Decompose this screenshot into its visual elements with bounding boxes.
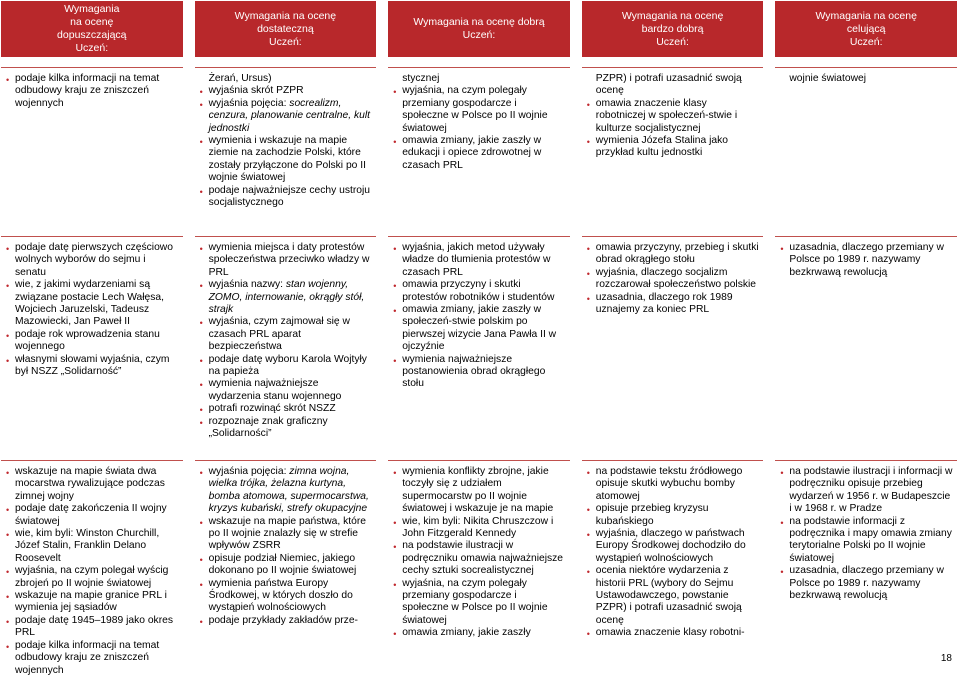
requirement-list (6, 73, 179, 110)
requirement-text: uzasadnia, dlaczego rok 1989 uznajemy za koniec PRL (595, 291, 733, 316)
bullet-icon: • (199, 616, 203, 627)
list-item (6, 528, 179, 565)
bullet-icon: • (780, 567, 784, 578)
bullet-icon: • (199, 87, 203, 98)
cell-grade-6 (775, 237, 957, 451)
list-item (6, 354, 179, 379)
bullet-icon: • (393, 281, 397, 292)
list-item (587, 565, 760, 627)
cell-grade-2 (1, 237, 183, 451)
header-grade-5: Wymagania na ocenę bardzo dobrą Uczeń: (582, 1, 764, 57)
list-item (200, 85, 373, 97)
requirement-text: wymienia najważniejsze wydarzenia stanu wojennego (208, 378, 342, 402)
cell-grade-4 (388, 461, 570, 680)
bullet-icon: • (199, 517, 203, 528)
requirement-italic-terms: socrealizm, cenzura, planowanie centralne, kult jednostki (208, 97, 371, 134)
bullet-icon: • (6, 592, 10, 603)
bullet-icon: • (199, 380, 203, 391)
requirement-list (200, 466, 373, 627)
requirement-text: opisuje podział Niemiec, jakiego dokonano po II wojnie światowej (208, 552, 357, 577)
bullet-icon: • (393, 87, 397, 98)
requirement-text: na podstawie ilustracji w podręczniku omawia najważniejsze cechy sztuki socrealistycznej (402, 540, 564, 577)
list-item (393, 627, 566, 639)
requirement-text: wyjaśnia, na czym polegały przemiany gospodarcze i społeczne w Polsce po II wojnie światowej (402, 577, 548, 626)
bullet-icon: • (586, 244, 590, 254)
bullet-icon: • (199, 405, 203, 416)
header-grade-2: Wymagania na ocenę dopuszczającą Uczeń: (1, 1, 183, 57)
list-item (200, 403, 373, 415)
list-item (200, 316, 373, 353)
requirement-list (6, 242, 179, 378)
header-grade-4: Wymagania na ocenę dobrą Uczeń: (388, 1, 570, 57)
requirements-table (1, 1, 957, 680)
requirement-text: Żerań, Ursus) (208, 73, 272, 84)
requirement-text: podaje kilka informacji na temat odbudowy kraju ze zniszczeń wojennych (15, 639, 160, 676)
requirement-text: na podstawie informacji z podręcznika i mapy omawia zmiany terytorialne Polski po II wojnie światowej (789, 515, 952, 564)
requirement-text: podaje datę zakończenia II wojny światowej (15, 503, 167, 527)
bullet-icon: • (199, 99, 203, 110)
requirement-text: wyjaśnia, jakich metod używały władze do tłumienia protestów w czasach PRL (402, 242, 551, 278)
requirement-text: wie, kim byli: Winston Churchill, Józef Stalin, Franklin Delano Roosevelt (15, 528, 160, 564)
cell-grade-3 (195, 68, 377, 227)
requirement-text: rozpoznaje znak graficzny „Solidarności” (208, 415, 328, 440)
list-item (6, 640, 179, 677)
cell-grade-5 (582, 68, 764, 227)
list-item (6, 615, 179, 640)
cell-grade-3 (195, 461, 377, 680)
requirement-list (393, 466, 566, 640)
list-item (200, 615, 373, 627)
bullet-icon: • (199, 417, 203, 428)
requirement-list (200, 242, 373, 441)
requirement-text: wyjaśnia, czym zajmował się w czasach PRL aparat bezpieczeństwa (208, 316, 350, 353)
requirement-text: podaje datę wyboru Karola Wojtyły na papieża (208, 353, 367, 378)
requirement-text: podaje datę 1945–1989 jako okres PRL (15, 614, 174, 639)
requirement-list (393, 242, 566, 391)
list-item (6, 242, 179, 279)
header-grade-3: Wymagania na ocenę dostateczną Uczeń: (195, 1, 377, 57)
bullet-icon: • (199, 137, 203, 148)
requirement-text: wymienia konflikty zbrojne, jakie toczyły się z udziałem supermocarstw po II wojnie światowej i wskazuje je na mapie (402, 466, 554, 515)
list-item (587, 503, 760, 528)
list-item (393, 354, 566, 391)
list-item (587, 242, 760, 267)
list-item (200, 135, 373, 185)
requirement-text: omawia przyczyny i skutki protestów robotników i studentów (402, 279, 555, 303)
requirement-text: na podstawie tekstu źródłowego opisuje skutki wybuchu bomby atomowej (595, 466, 743, 502)
table-row (1, 237, 957, 451)
list-item (587, 466, 760, 503)
requirement-text: wskazuje na mapie państwa, które po II wojnie znalazły się w strefie wpływów ZSRR (208, 515, 366, 552)
bullet-icon: • (393, 137, 397, 148)
requirement-text: wymienia państwa Europy Środkowej, w których doszło do wystąpień wolnościowych (208, 577, 353, 614)
bullet-icon: • (6, 281, 10, 292)
list-item (200, 73, 373, 85)
requirement-italic-terms: stan wojenny, ZOMO, internowanie, okrągły stół, strajk (208, 279, 365, 316)
bullet-icon: • (586, 505, 590, 516)
requirement-text: wyjaśnia, dlaczego socjalizm rozczarował społeczeństwo polskie (595, 266, 757, 291)
list-item (780, 73, 953, 85)
list-item (393, 304, 566, 354)
requirement-list (587, 73, 760, 160)
requirement-text: wyjaśnia, dlaczego w państwach Europy Środkowej dochodziło do wystąpień wolnościowych (595, 528, 746, 564)
bullet-icon: • (586, 468, 590, 478)
requirement-text: stycznej (402, 73, 440, 84)
bullet-icon: • (586, 629, 590, 640)
list-item (587, 73, 760, 98)
list-item (587, 627, 760, 639)
bullet-icon: • (199, 318, 203, 329)
requirement-text: wyjaśnia, na czym polegały przemiany gospodarcze i społeczne w Polsce po II wojnie światowej (402, 85, 548, 134)
bullet-icon: • (393, 468, 397, 478)
bullet-icon: • (6, 468, 10, 478)
bullet-icon: • (6, 355, 10, 366)
bullet-icon: • (393, 629, 397, 640)
bullet-icon: • (199, 579, 203, 590)
row-separator (1, 57, 957, 68)
row-separator (1, 450, 957, 461)
requirement-list (393, 73, 566, 172)
list-item (393, 73, 566, 85)
list-item (587, 135, 760, 160)
requirement-text: omawia zmiany, jakie zaszły w społeczeń-stwie polskim po pierwszej wizycie Jana Pawła II w ojczyźnie (402, 304, 557, 353)
cell-grade-6 (775, 68, 957, 227)
list-item (6, 466, 179, 503)
list-item (780, 565, 953, 602)
list-item (393, 516, 566, 541)
bullet-icon: • (586, 530, 590, 541)
requirement-text: wymienia miejsca i daty protestów społeczeństwa przeciwko władzy w PRL (208, 242, 370, 278)
requirement-text: wskazuje na mapie granice PRL i wymienia jej sąsiadów (15, 590, 167, 614)
list-item (6, 503, 179, 528)
list-item (200, 553, 373, 578)
bullet-icon: • (586, 268, 590, 279)
requirement-text: ocenia niektóre wydarzenia z historii PRL (wybory do Sejmu Ustawodawczego, powstanie PZPR) i potrafi uzasadnić swoją ocenę (595, 565, 742, 626)
bullet-icon: • (6, 641, 10, 652)
list-item (6, 329, 179, 354)
requirement-text: wyjaśnia pojęcia: (208, 466, 290, 477)
requirement-text: wie, kim byli: Nikita Chruszczow i John Fitzgerald Kennedy (402, 515, 554, 540)
header-grade-6: Wymagania na ocenę celującą Uczeń: (775, 1, 957, 57)
list-item (393, 242, 566, 279)
list-item (200, 378, 373, 403)
table-row (1, 68, 957, 227)
list-item (780, 242, 953, 279)
requirement-text: wojnie światowej (789, 73, 867, 84)
requirement-text: uzasadnia, dlaczego przemiany w Polsce po 1989 r. nazywamy bezkrwawą rewolucją (789, 242, 944, 278)
requirement-text: wymienia najważniejsze postanowienia obrad okrągłego stołu (402, 353, 546, 390)
bullet-icon: • (393, 542, 397, 553)
list-item (200, 416, 373, 441)
cell-grade-6 (775, 461, 957, 680)
requirement-list (780, 242, 953, 279)
list-item (200, 242, 373, 279)
list-item (6, 279, 179, 329)
bullet-icon: • (199, 355, 203, 366)
bullet-icon: • (199, 281, 203, 292)
cell-grade-5 (582, 237, 764, 451)
requirement-text: wyjaśnia skrót PZPR (208, 85, 304, 97)
bullet-icon: • (586, 137, 590, 148)
bullet-icon: • (780, 468, 784, 478)
list-item (780, 516, 953, 566)
list-item (200, 578, 373, 615)
cell-grade-2 (1, 461, 183, 680)
requirement-list (780, 466, 953, 602)
bullet-icon: • (199, 186, 203, 197)
list-item (393, 578, 566, 628)
bullet-icon: • (6, 505, 10, 516)
requirement-text: wymienia i wskazuje na mapie ziemie na zachodzie Polski, które zostały przyłączone do Polski po II wojnie światowej (208, 135, 366, 184)
requirement-text: podaje rok wprowadzenia stanu wojennego (15, 328, 160, 353)
requirement-italic-terms: zimna wojna, wielka trójka, żelazna kurtyna, bomba atomowa, supermocarstwa, kryzys kubański, strefy okupacyjne (208, 466, 369, 515)
requirement-list (200, 73, 373, 209)
bullet-icon: • (586, 293, 590, 304)
bullet-icon: • (393, 306, 397, 317)
requirement-text: wie, z jakimi wydarzeniami są związane postacie Lech Wałęsa, Wojciech Jaruzelski, Tadeusz Mazowiecki, Jan Paweł II (15, 279, 165, 328)
bullet-icon: • (586, 567, 590, 578)
cell-grade-4 (388, 68, 570, 227)
cell-grade-3 (195, 237, 377, 451)
list-item (587, 267, 760, 292)
requirement-text: uzasadnia, dlaczego przemiany w Polsce po 1989 r. nazywamy bezkrwawą rewolucją (789, 565, 944, 602)
bullet-icon: • (393, 517, 397, 528)
requirement-text: potrafi rozwinąć skrót NSZZ (208, 403, 336, 415)
list-item (393, 85, 566, 135)
list-item (393, 135, 566, 172)
requirement-text: podaje najważniejsze cechy ustroju socjalistycznego (208, 184, 371, 209)
row-separator (1, 226, 957, 237)
requirement-text: podaje kilka informacji na temat odbudowy kraju ze zniszczeń wojennych (15, 73, 160, 109)
bullet-icon: • (6, 616, 10, 627)
requirement-text: opisuje przebieg kryzysu kubańskiego (595, 503, 709, 527)
requirement-list (780, 73, 953, 85)
list-item (587, 98, 760, 135)
list-item (780, 466, 953, 516)
requirement-text: wyjaśnia nazwy: (208, 279, 286, 291)
requirement-text: omawia znaczenie klasy robotni- (595, 627, 745, 639)
requirement-text: podaje przykłady zakładów prze- (208, 614, 358, 626)
list-item (200, 354, 373, 379)
bullet-icon: • (6, 567, 10, 578)
list-item (200, 279, 373, 316)
list-item (200, 98, 373, 135)
bullet-icon: • (393, 355, 397, 366)
list-item (200, 185, 373, 210)
bullet-icon: • (586, 99, 590, 110)
bullet-icon: • (199, 468, 203, 478)
list-item (393, 540, 566, 577)
list-item (393, 279, 566, 304)
bullet-icon: • (6, 530, 10, 541)
cell-grade-4 (388, 237, 570, 451)
list-item (200, 466, 373, 516)
list-item (6, 590, 179, 615)
bullet-icon: • (6, 330, 10, 341)
requirement-text: wyjaśnia, na czym polegał wyścig zbrojeń po II wojnie światowej (15, 565, 169, 589)
requirement-text: na podstawie ilustracji i informacji w podręczniku opisuje przebieg wydarzeń w 1956 r. w Budapeszcie i w 1968 r. w Pradze (789, 466, 953, 515)
requirement-text: PZPR) i potrafi uzasadnić swoją ocenę (595, 73, 742, 97)
table-row (1, 461, 957, 680)
bullet-icon: • (6, 244, 10, 254)
requirement-text: podaje datę pierwszych częściowo wolnych wyborów do sejmu i senatu (15, 242, 173, 278)
requirement-text: omawia zmiany, jakie zaszły (402, 627, 531, 639)
list-item (6, 73, 179, 110)
requirement-text: wymienia Józefa Stalina jako przykład kultu jednostki (595, 135, 728, 159)
header-row (1, 1, 957, 57)
requirement-text: własnymi słowami wyjaśnia, czym był NSZZ „Solidarność” (15, 353, 170, 378)
list-item (587, 292, 760, 317)
bullet-icon: • (199, 554, 203, 565)
requirement-list (587, 242, 760, 316)
bullet-icon: • (199, 244, 203, 254)
list-item (393, 466, 566, 516)
requirement-text: omawia znaczenie klasy robotniczej w społeczeń-stwie i kulturze socjalistycznej (595, 97, 738, 134)
cell-grade-5 (582, 461, 764, 680)
bullet-icon: • (6, 75, 10, 85)
list-item (6, 565, 179, 590)
list-item (200, 516, 373, 553)
requirement-text: omawia zmiany, jakie zaszły w edukacji i opiece zdrowotnej w czasach PRL (402, 135, 542, 171)
bullet-icon: • (393, 579, 397, 590)
list-item (587, 528, 760, 565)
page-number: 18 (940, 653, 952, 664)
requirement-text: wskazuje na mapie świata dwa mocarstwa rywalizujące podczas zimnej wojny (15, 466, 165, 502)
requirement-list (6, 466, 179, 677)
bullet-icon: • (780, 244, 784, 254)
requirement-text: wyjaśnia pojęcia: (208, 97, 290, 109)
requirement-text: omawia przyczyny, przebieg i skutki obrad okrągłego stołu (595, 242, 759, 266)
cell-grade-2 (1, 68, 183, 227)
bullet-icon: • (780, 517, 784, 528)
requirement-list (587, 466, 760, 640)
bullet-icon: • (393, 244, 397, 254)
